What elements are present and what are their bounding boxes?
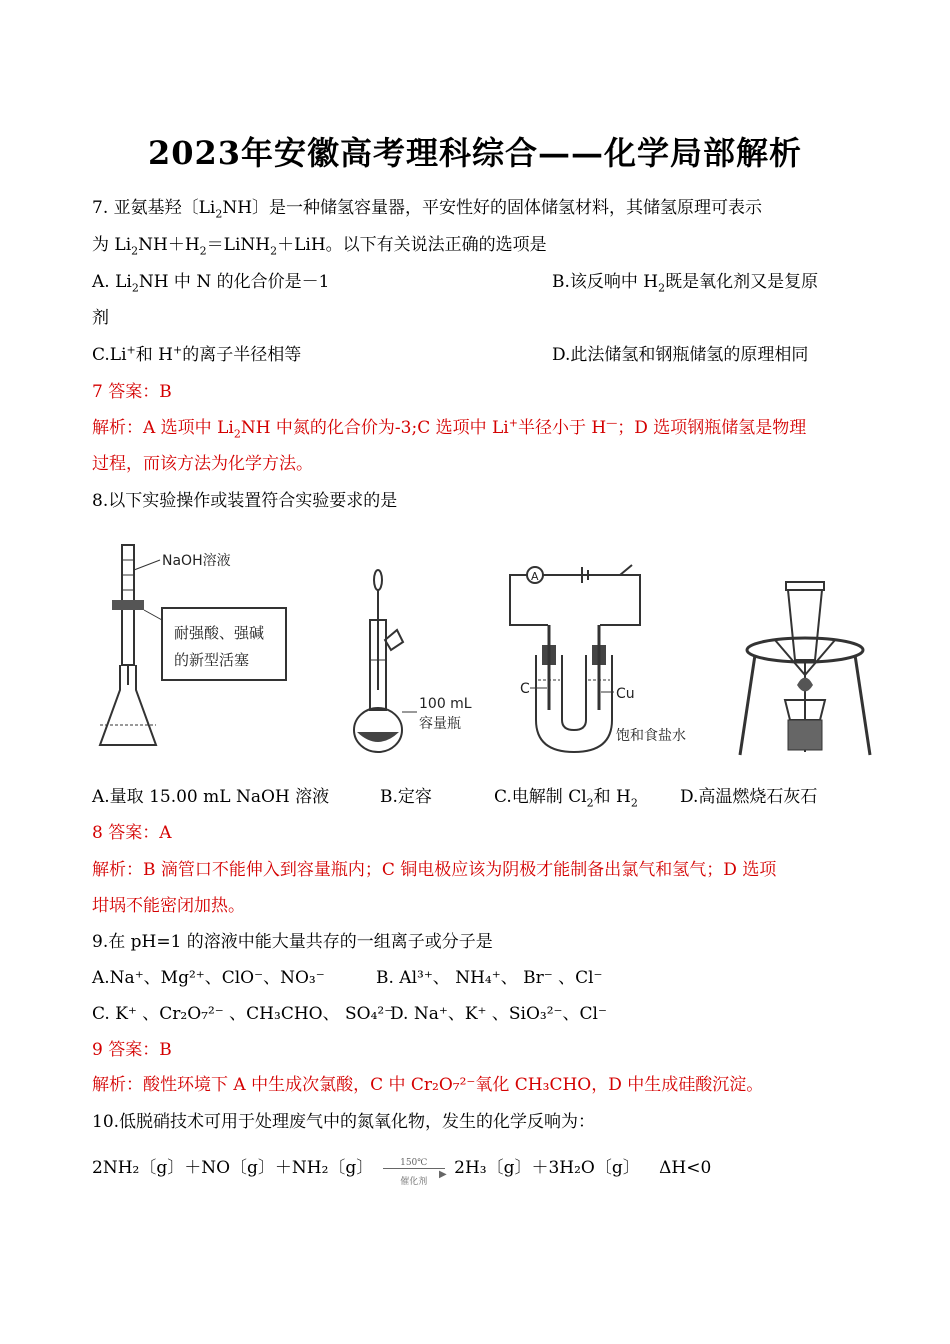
q8-option-c: C.电解制 $Cl_2$和 $H_2$: [494, 787, 638, 810]
q7-answer: 7 答案：B: [92, 382, 172, 402]
svg-text:耐强酸、强碱: 耐强酸、强碱: [174, 624, 265, 642]
q10-equation-left: 2NH₂〔g〕＋NO〔g〕＋NH₂〔g〕: [92, 1158, 374, 1178]
svg-text:A: A: [531, 570, 539, 583]
reaction-condition-catalyst: 催化剂: [400, 1176, 428, 1187]
q7-option-c: C.Li+和 H+的离子半径相等: [92, 343, 302, 365]
q9-option-b: B. Al³⁺、 NH₄⁺、 Br⁻ 、Cl⁻: [376, 968, 603, 988]
q9-stem: 9.在 pH=1 的溶液中能大量共存的一组离子或分子是: [92, 932, 493, 952]
q10-equation-right: 2H₃〔g〕＋3H₂O〔g〕: [454, 1158, 640, 1178]
svg-text:C: C: [520, 681, 530, 697]
q7-stem-line2: 为 $Li_2NH+H_2=LiNH_2+LiH$。以下有关说法正确的选项是: [92, 235, 547, 258]
q9-option-a: A.Na⁺、Mg²⁺、ClO⁻、NO₃⁻: [92, 968, 325, 988]
q10-enthalpy: ΔH<0: [659, 1158, 712, 1178]
q10-stem: 10.低脱硝技术可用于处理废气中的氮氧化物，发生的化学反响为：: [92, 1112, 596, 1132]
q8-explanation-line2: 坩埚不能密闭加热。: [92, 896, 245, 916]
svg-text:Cu: Cu: [616, 686, 635, 702]
q7-option-d: D.此法储氢和钢瓶储氢的原理相同: [552, 345, 809, 365]
figure-b-volumetric-flask: [345, 520, 485, 765]
svg-text:的新型活塞: 的新型活塞: [174, 651, 250, 669]
figure-d-crucible: [730, 520, 880, 765]
svg-text:NaOH溶液: NaOH溶液: [162, 553, 231, 569]
q7-explanation-line1: 解析：A 选项中 $Li_2NH$ 中氮的化合价为-3;C 选项中 Li+半径小于 H—；D 选项钢瓶储氢是物理: [92, 416, 807, 441]
q8-option-a: A.量取 15.00 mL NaOH 溶液: [92, 787, 330, 807]
q8-explanation-line1: 解析：B 滴管口不能伸入到容量瓶内；C 铜电极应该为阴极才能制备出氯气和氢气；D 选项: [92, 860, 777, 880]
page-title: 2023年安徽高考理科综合——化学局部解析: [147, 134, 803, 172]
q9-explanation: 解析：酸性环境下 A 中生成次氯酸，C 中 Cr₂O₇²⁻氧化 CH₃CHO，D 中生成硅酸沉淀。: [92, 1075, 764, 1095]
svg-text:100 mL: 100 mL: [419, 696, 472, 712]
q8-option-b: B.定容: [380, 787, 432, 807]
svg-text:饱和食盐水: 饱和食盐水: [616, 728, 686, 744]
q9-option-c: C. K⁺ 、Cr₂O₇²⁻ 、CH₃CHO、 SO₄²⁻: [92, 1004, 394, 1024]
q8-option-d: D.高温燃烧石灰石: [680, 787, 818, 807]
q8-answer: 8 答案：A: [92, 823, 172, 843]
reaction-condition-temp: 150℃: [400, 1157, 428, 1168]
q9-answer: 9 答案：B: [92, 1040, 172, 1060]
figure-c-electrolysis: [500, 520, 700, 765]
q7-stem-line1: 7. 亚氨基羟〔$Li_2NH$〕是一种储氢容量器，平安性好的固体储氢材料，其储氢原理可表示: [92, 198, 763, 221]
q7-explanation-line2: 过程，而该方法为化学方法。: [92, 454, 313, 474]
reaction-arrow-icon: 150℃ ▶ 催化剂: [379, 1157, 449, 1181]
q7-option-b-cont: 剂: [92, 308, 109, 328]
q8-stem: 8.以下实验操作或装置符合实验要求的是: [92, 491, 398, 511]
q7-option-b: B.该反响中 $H_2$既是氧化剂又是复原: [552, 272, 819, 295]
svg-text:容量瓶: 容量瓶: [419, 716, 461, 732]
figure-a-burette: [92, 520, 332, 765]
q9-option-d: D. Na⁺、K⁺ 、SiO₃²⁻、Cl⁻: [390, 1004, 607, 1024]
q10-equation: [92, 1156, 712, 1187]
q7-option-a: A. $Li_2NH$ 中 N 的化合价是－1: [92, 272, 330, 295]
